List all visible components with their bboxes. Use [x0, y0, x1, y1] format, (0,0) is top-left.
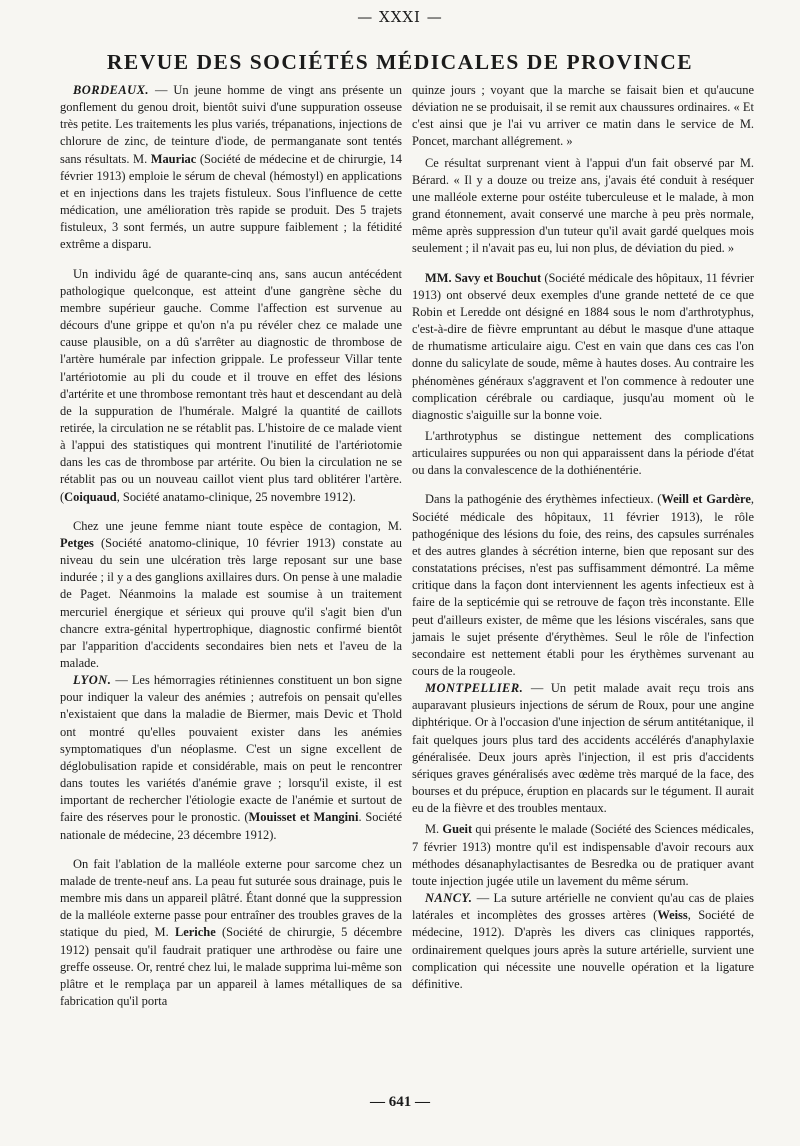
location-heading: BORDEAUX.: [73, 83, 150, 97]
author-name: Gueit: [442, 822, 473, 837]
paragraph-lyon: [60, 672, 402, 844]
author-name: Petges: [60, 535, 94, 550]
left-column: [60, 82, 402, 1010]
author-name: MM. Savy et Bouchut: [425, 270, 542, 285]
paragraph-text: Un individu âgé de quarante-cinq ans, sans aucun antécédent pathologique quelconque, est atteint d'une gangrène sèche du membre supérieur gauche. Comme l'affection est survenue au décours d'une grippe et qu'on n'a pu révéler chez ce malade une cause plausible, on a dû s'arrêter au diagnostic de thrombose de l'artère humérale par infection grippale. Le professeur Villar tente l'artériotomie au pli du coude et il trouve en effet des lésions d'artérite et une thrombose remontant très haut et descendant au delà de la suppuration de l'humérale. Malgré la quantité de caillots retirée, la circulation ne se rétablit pas. L'histoire de ce malade vient à l'appui des statistiques qui montrent l'inutilité de l'artériotomie dans les cas de thrombose par artérite. Ou bien la circulation ne se rétablit pas ou un nouveau caillot vient plus tard oblitérer l'artère. (: [60, 266, 402, 504]
paragraph-text: , Société anatamo-clinique, 25 novembre 1912).: [116, 489, 356, 504]
author-name: Weiss: [657, 908, 688, 923]
paragraph-text: Dans la pathogénie des érythèmes infectieux. (: [425, 492, 662, 507]
paragraph-text: (Société anatomo-clinique, 10 février 1913) constate au niveau du sein une ulcération très large reposant sur une base indurée ; il y a des ganglions axillaires durs. On pense à une maladie de Paget. Néanmoins la malade est soumise à un traitement mercuriel énergique et sérieux qui prouve qu'il s'agit bien d'un chancre extra-génital hypertrophique, diagnostic confirmé bientôt par l'apparition d'accidents secondaires bien nets et l'aveu de la malade.: [60, 535, 402, 670]
paragraph-montpellier: [412, 680, 754, 817]
paragraph-continued: quinze jours ; voyant que la marche se faisait bien et qu'aucune déviation ne se produisait, il se remit aux chaussures ordinaires. « Et c'est ainsi que je l'ai vu arriver ce matin dans le service de M. Poncet, marchant allégrement. »: [412, 83, 754, 149]
author-name: Mouisset et Mangini: [248, 810, 359, 825]
paragraph-distinction: L'arthrotyphus se distingue nettement des complications articulaires suppurées ou non qui apparaissent dans la période d'état ou dans la convalescence de la dothiénentérie.: [412, 428, 754, 478]
page-title: REVUE DES SOCIÉTÉS MÉDICALES DE PROVINCE: [106, 50, 694, 74]
paragraph-erythemes: [412, 491, 754, 680]
location-heading: MONTPELLIER.: [425, 681, 524, 696]
paragraph-text: — Un petit malade avait reçu trois ans auparavant plusieurs injections de sérum de Roux, pour une angine diphtérique. Or à l'occasion d'une injection de sérum antitétanique, il fait quelques jours plus tard des accidents accélérés d'anaphylaxie généralisée. Deux jours après l'injection, il est pris d'accidents sériques graves généralisés avec œdème très marqué de la face, des bourses et du prépuce, éruption en placards sur le tégument. Il aurait eu de la fièvre et des troubles mentaux.: [412, 681, 754, 816]
paragraph-text: — La suture artérielle ne convient qu'au cas de plaies latérales et incomplètes des grosses artères (: [412, 891, 754, 923]
paragraph-text: M.: [425, 822, 443, 837]
page-number: — 641 —: [370, 1094, 430, 1110]
location-heading: NANCY.: [425, 891, 473, 906]
paragraph-nancy: [412, 890, 754, 993]
paragraph-text: (Société médicale des hôpitaux, 11 février 1913) ont observé deux exemples d'une grande netteté de ce que Robin et Leredde ont désigné en 1884 sous le nom d'arthrotyphus, c'est-à-dire de fièvre empruntant au début le masque d'une attaque de rhumatisme articulaire aigu. C'est en vain que dans ces cas l'on donne du salicylate de soude, même à hautes doses. Au contraire les phénomènes généraux s'aggravent et l'on commence à redouter une complication cérébrale ou cardiaque, jusqu'au moment où le diagnostic s'aiguille sur la bonne voie.: [412, 270, 754, 422]
paragraph-gueit: [412, 821, 754, 890]
right-column: [412, 82, 754, 993]
roman-page-number: — XXXI —: [357, 8, 443, 26]
author-name: Weill et Gardère: [661, 492, 751, 507]
paragraph-berard: Ce résultat surprenant vient à l'appui d'un fait observé par M. Bérard. « Il y a douze ou treize ans, j'avais été conduit à reséquer une malléole externe pour ostéite tuberculeuse et le malade, à mon grand étonnement, avait conservé une marche à peu près normale, même après suppression d'un tuteur qu'il avait gardé quelques mois seulement ; il n'avait pas eu, lui non plus, de déviation du pied. »: [412, 155, 754, 256]
author-name: Coiquaud: [64, 489, 117, 504]
paragraph-text: , Société de médecine, 1912). D'après les divers cas cliniques rapportés, ordinairement quelques jours après la suture artérielle, survient une complication qui nécessite une nouvelle opération et la ligature définitive.: [412, 908, 754, 991]
paragraph-text: Chez une jeune femme niant toute espèce de contagion, M.: [73, 518, 402, 533]
paragraph-bordeaux: [60, 82, 402, 254]
location-heading: LYON.: [73, 673, 112, 688]
paragraph-text: qui présente le malade (Société des Sciences médicales, 7 février 1913) montre qu'il est indispensable d'avoir recours aux méthodes désanaphylactisantes de Besredka ou de pratiquer avant toute injection jugée utile un lavement du même sérum.: [412, 822, 754, 888]
paragraph-arthrotyphus: [412, 270, 754, 424]
paragraph-malleole: [60, 856, 402, 1010]
author-name: Mauriac: [150, 151, 197, 166]
paragraph-gangrene: [60, 266, 402, 506]
paragraph-text: (Société de chirurgie, 5 décembre 1912) pensait qu'il faudrait pratiquer une arthrodèse ou faire une greffe osseuse. Or, rentré chez lui, le malade supprima lui-même son plâtre et le remplaça par un appareil à lames métalliques de sa fabrication qu'il porta: [60, 925, 402, 1008]
paragraph-text: On fait l'ablation de la malléole externe pour sarcome chez un malade de trente-neuf ans. La peau fut suturée sous drainage, puis le membre mis dans un appareil plâtré. Étant donné que la suppression de la malléole externe passe pour entraîner des troubles graves de la statique du pied, M.: [60, 856, 402, 940]
paragraph-text: . Société nationale de médecine, 23 décembre 1912).: [60, 810, 402, 842]
paragraph-text: — Un jeune homme de vingt ans présente un gonflement du genou droit, bientôt suivi d'une suppuration osseuse très petite. Les traitements les plus variés, trépanations, injections de chlorure de zinc, de teinture d'iode, de permanganate sont tentés sans résultats. M.: [60, 83, 402, 166]
paragraph-text: , Société médicale des hôpitaux, 11 février 1913), le rôle pathogénique des lésions du foie, des reins, des capsules surrénales et des autres glandes à sécrétion interne, bien que reposant sur des constatations précises, n'est pas suffisamment démontré. La même critique dans la façon dont interviennent les agents infectieux est à faire de la septicémie qui se retrouve de façon très inconstante. Elle peut d'ailleurs exister, de même que les lésions viscérales, sans que jamais le sujet présente d'érythèmes. Seul le rôle de l'infection secondaire est nettement établi pour les érythèmes survenant au cours de la rougeole.: [412, 492, 754, 678]
paragraph-text: (Société de médecine et de chirurgie, 14 février 1913) emploie le sérum de cheval (hémostyl) en applications et en injections dans les trajets fistuleux. Sous l'influence de cette médication, une amélioration très rapide se produit. Des 5 trajets fistuleux, 3 sont fermés, un autre suppure faiblement ; la fétidité extrême a disparu.: [60, 151, 402, 252]
paragraph-chancre: [60, 518, 402, 672]
paragraph-text: — Les hémorragies rétiniennes constituent un bon signe pour indiquer la valeur des anémies ; autrefois on pensait qu'elles n'existaient que dans la maladie de Biermer, mais Devic et Thold ont montré qu'elles pouvaient exister dans les anémies symptomatiques d'un néoplasme. C'est un signe excellent de déglobulisation rapide et considérable, mais on peut le rencontrer dans toutes les variétés d'anémie grave ; lorsqu'il existe, il est important de rechercher l'étiologie exacte de l'anémie et surtout de faire des réserves pour le pronostic. (: [60, 673, 402, 825]
author-name: Leriche: [174, 925, 216, 940]
